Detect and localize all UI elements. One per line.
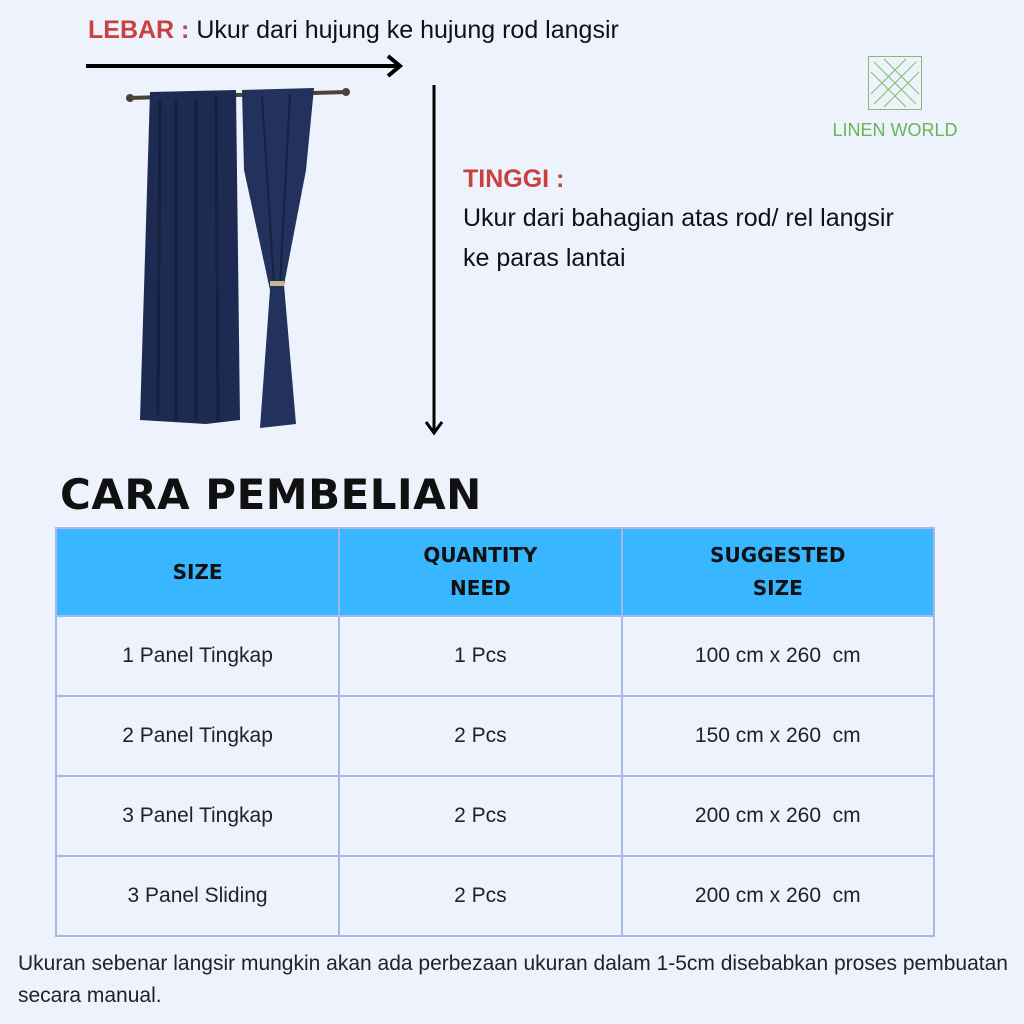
- table-row: [56, 776, 934, 856]
- brand-name: LINEN WORLD: [832, 120, 958, 140]
- table-row: [56, 616, 934, 696]
- table-header-row: [56, 528, 934, 616]
- width-arrow-icon: [86, 56, 400, 76]
- size-cell: 1 Panel Tingkap: [56, 616, 339, 696]
- width-label: LEBAR :: [88, 16, 190, 44]
- suggested-size-cell: 200 cm x 260 cm: [622, 776, 934, 856]
- size-table: [55, 527, 935, 937]
- height-text: Ukur dari bahagian atas rod/ rel langsir ke paras lantai: [463, 204, 894, 272]
- quantity-cell: 2 Pcs: [339, 696, 621, 776]
- size-cell: 2 Panel Tingkap: [56, 696, 339, 776]
- header-quantity: QUANTITY NEED: [339, 528, 621, 616]
- quantity-cell: 2 Pcs: [339, 776, 621, 856]
- header-size: SIZE: [56, 528, 339, 616]
- quantity-cell: 2 Pcs: [339, 856, 621, 936]
- quantity-cell: 1 Pcs: [339, 616, 621, 696]
- suggested-size-cell: 150 cm x 260 cm: [622, 696, 934, 776]
- logo-pattern-icon: [868, 56, 922, 110]
- table-row: [56, 856, 934, 936]
- suggested-size-cell: 200 cm x 260 cm: [622, 856, 934, 936]
- section-title: CARA PEMBELIAN: [60, 470, 482, 519]
- height-arrow-icon: [426, 85, 442, 433]
- curtain-image: [126, 88, 350, 428]
- size-cell: 3 Panel Tingkap: [56, 776, 339, 856]
- size-cell: 3 Panel Sliding: [56, 856, 339, 936]
- width-text: Ukur dari hujung ke hujung rod langsir: [196, 16, 619, 44]
- header-suggested-size: SUGGESTED SIZE: [622, 528, 934, 616]
- suggested-size-cell: 100 cm x 260 cm: [622, 616, 934, 696]
- table-row: [56, 696, 934, 776]
- disclaimer-note: Ukuran sebenar langsir mungkin akan ada perbezaan ukuran dalam 1-5cm disebabkan proses pembuatan secara manual.: [18, 952, 1008, 1007]
- brand-logo: [820, 56, 970, 141]
- height-label: TINGGI :: [463, 165, 565, 193]
